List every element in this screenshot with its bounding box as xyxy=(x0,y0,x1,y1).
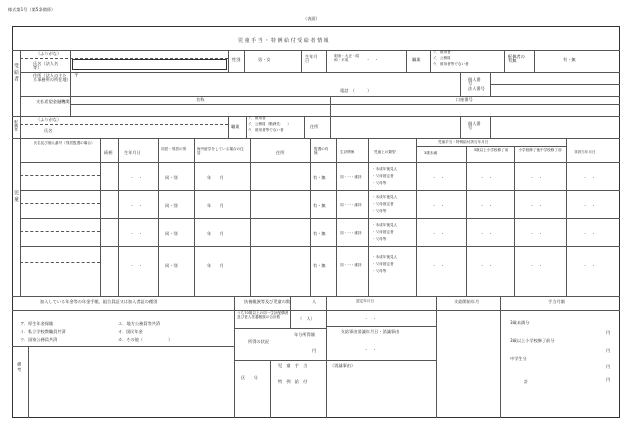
col-livelihood: 生計関係 xyxy=(340,150,355,154)
col-ineligible: 非該当年月日 xyxy=(574,150,596,154)
child-cohab[interactable]: 同・別 xyxy=(165,231,178,236)
child-type-3[interactable]: ・父母等 xyxy=(372,209,387,213)
pension-option-b[interactable]: イ．私立学校教職員共済 xyxy=(20,329,66,334)
child-date-end[interactable]: ・ ・ xyxy=(583,203,596,208)
recipient-section-label: 受 給 者 xyxy=(13,63,19,82)
pension-option-c[interactable]: ウ．国家公務員共済 xyxy=(20,337,58,342)
child-livelihood[interactable]: 同・一・維持 xyxy=(340,203,362,207)
spouse-name-label: 氏名 xyxy=(44,128,53,133)
amount-elementary-unit[interactable]: 円 xyxy=(606,348,611,353)
child-date-end[interactable]: ・ ・ xyxy=(583,231,596,236)
pension-option-e[interactable]: オ．国民年金 xyxy=(118,329,143,334)
job-option-1[interactable]: ア．被用者 xyxy=(433,50,451,54)
bank-label: 支払希望金融機関 xyxy=(36,99,70,104)
spouse-personal-no-label: 個人番号 xyxy=(468,121,481,131)
child-abroad-date[interactable]: 年 月 xyxy=(207,203,224,208)
child-birth[interactable]: ・ ・ xyxy=(130,263,143,268)
child-livelihood[interactable]: 同・一・維持 xyxy=(340,175,362,179)
corp-no-label: 法人番号 xyxy=(468,86,485,91)
remarks-field[interactable] xyxy=(30,348,232,416)
personal-no-label: 個人番号 xyxy=(468,77,481,87)
subcol-3-elementary: 3歳以上小学校修了前 xyxy=(473,148,509,152)
approval-label: 認定年月日 xyxy=(356,299,374,303)
job-label: 職業 xyxy=(412,57,421,62)
birth-era[interactable]: 明治・大正・昭和・平成 xyxy=(334,54,360,62)
child-birth[interactable]: ・ ・ xyxy=(130,203,143,208)
approval-date[interactable]: ・ ・ xyxy=(364,316,377,321)
amount-label: 手当月額 xyxy=(548,299,565,304)
amount-junior-label: 中学生分 xyxy=(510,356,527,361)
cancel-reason-label: （消滅事由） xyxy=(330,363,356,368)
form-number: 様式第1号（第5条関係） xyxy=(8,7,56,12)
birth-label: 生年月日 xyxy=(305,54,318,64)
payment-end-label: 支給事由消滅年月日・消滅事由 xyxy=(340,329,400,334)
amount-under3-label: 3歳未満分 xyxy=(510,320,530,325)
job-option-2[interactable]: イ．公務員 xyxy=(433,56,451,60)
pension-title: 加入している年金等の年金手帳、組合員証又は加入者証の種別 xyxy=(40,299,158,304)
bank-name-label: 名称 xyxy=(196,97,205,102)
child-type-1[interactable]: ・未成年後見人 xyxy=(372,195,398,199)
col-relation: 続柄 xyxy=(104,150,113,155)
col-address: 住所 xyxy=(276,150,285,155)
child-custody[interactable]: 有・無 xyxy=(313,263,326,268)
child-date-under3[interactable]: ・ ・ xyxy=(432,175,445,180)
spouse-job-option-2[interactable]: イ．公務員（勤務先： ） xyxy=(248,122,291,126)
child-custody[interactable]: 有・無 xyxy=(313,175,326,180)
recipient-name-field[interactable] xyxy=(72,59,227,70)
child-type-2[interactable]: ・父母指定者 xyxy=(372,174,394,178)
child-date-junior[interactable]: ・ ・ xyxy=(530,175,543,180)
job-option-3[interactable]: ウ．被用者等でない者 xyxy=(433,62,469,66)
child-date-end[interactable]: ・ ・ xyxy=(583,175,596,180)
amount-elementary-label: 3歳以上小学校修了前分 xyxy=(510,338,555,343)
account-label: 口座番号 xyxy=(456,97,473,102)
amount-under3-unit[interactable]: 円 xyxy=(606,330,611,335)
child-date-elementary[interactable]: ・ ・ xyxy=(480,263,493,268)
child-custody[interactable]: 有・無 xyxy=(313,203,326,208)
child-cohab[interactable]: 同・別 xyxy=(165,203,178,208)
spouse-section-label: 配偶者 xyxy=(14,120,19,131)
child-type-2[interactable]: ・父母指定者 xyxy=(372,262,394,266)
child-cohab[interactable]: 同・別 xyxy=(165,175,178,180)
child-type-3[interactable]: ・父母等 xyxy=(372,181,387,185)
child-type-3[interactable]: ・父母等 xyxy=(372,269,387,273)
spouse-job-option-1[interactable]: ア．被用者 xyxy=(248,116,266,120)
ward-label: 区 分 xyxy=(241,375,258,380)
amount-total-unit[interactable]: 円 xyxy=(606,377,611,382)
form-title: 児 童 手 当 ・ 特 例 給 付 受 給 者 情 報 xyxy=(238,38,329,44)
start-label: 支給開始年月 xyxy=(454,299,480,304)
elderly-label: うち70歳以上の同一生計配偶者及び老人扶養親族の合計数 xyxy=(237,311,289,319)
spouse-job-label: 職業 xyxy=(231,124,240,129)
child-date-under3[interactable]: ・ ・ xyxy=(432,263,445,268)
spouse-flag-label: 配偶者の有無 xyxy=(508,54,525,64)
child-date-junior[interactable]: ・ ・ xyxy=(530,231,543,236)
pension-option-a[interactable]: ア．厚生年金保険 xyxy=(20,321,54,326)
child-cohab[interactable]: 同・別 xyxy=(165,263,178,268)
child-date-elementary[interactable]: ・ ・ xyxy=(480,231,493,236)
child-abroad-date[interactable]: 年 月 xyxy=(207,231,224,236)
dependents-label: 扶養親族等及び児童の数 xyxy=(244,299,291,304)
child-date-under3[interactable]: ・ ・ xyxy=(432,203,445,208)
address-label: 住所（法人の主たる事務所の所在地） xyxy=(33,73,71,83)
child-date-junior[interactable]: ・ ・ xyxy=(530,203,543,208)
col-eligible: 児童手当・特例給付該当年月日 xyxy=(438,140,489,144)
child-custody[interactable]: 有・無 xyxy=(313,231,326,236)
spouse-address-label: 住所 xyxy=(310,124,319,129)
child-type-2[interactable]: ・父母指定者 xyxy=(372,202,394,206)
birth-date[interactable]: ・ ・ xyxy=(366,57,379,62)
child-birth[interactable]: ・ ・ xyxy=(130,231,143,236)
payment-end-date[interactable]: ・ ・ xyxy=(364,347,377,352)
income-year: 年分所得額 xyxy=(294,332,315,337)
spouse-furigana-label: （ふりがな） xyxy=(36,117,62,122)
sex-label: 性別 xyxy=(232,57,241,62)
sex-value[interactable]: 男・女 xyxy=(258,57,271,62)
phone-label[interactable]: 電話 （ ） xyxy=(340,88,372,93)
col-cohab: 同居・別居の別 xyxy=(161,147,187,151)
child-date-under3[interactable]: ・ ・ xyxy=(432,231,445,236)
col-name: 氏名及び個人番号（別居監護の場合） xyxy=(33,141,95,145)
amount-junior-unit[interactable]: 円 xyxy=(606,364,611,369)
spouse-job-option-3[interactable]: ウ．被用者等でない者 xyxy=(248,128,284,132)
child-type-1[interactable]: ・未成年後見人 xyxy=(372,223,398,227)
child-abroad-date[interactable]: 年 月 xyxy=(207,175,224,180)
child-abroad-date[interactable]: 年 月 xyxy=(207,263,224,268)
pension-option-f[interactable]: カ．その他（ ） xyxy=(118,337,173,342)
child-type-3[interactable]: ・父母等 xyxy=(372,237,387,241)
child-livelihood[interactable]: 同・一・維持 xyxy=(340,263,362,267)
dependents-unit[interactable]: 人 xyxy=(312,299,317,304)
child-birth[interactable]: ・ ・ xyxy=(130,175,143,180)
col-abroad: 海外留学をしている場合の住居 xyxy=(197,147,244,155)
spouse-flag-value[interactable]: 有・無 xyxy=(563,57,576,62)
income-unit[interactable]: 円 xyxy=(312,348,317,353)
child-date-elementary[interactable]: ・ ・ xyxy=(480,203,493,208)
col-type: 児童上の類型 xyxy=(374,150,396,154)
ward-option-2[interactable]: 特 例 給 付 xyxy=(278,379,308,384)
amount-total-label: 計 xyxy=(524,379,529,384)
pension-option-d[interactable]: エ．地方公務員等共済 xyxy=(118,321,161,326)
child-type-1[interactable]: ・未成年後見人 xyxy=(372,255,398,259)
col-custody: 監護の有無 xyxy=(314,147,329,155)
subcol-junior-high: 小学校修了後中学校修了前 xyxy=(518,148,562,152)
child-livelihood[interactable]: 同・一・維持 xyxy=(340,231,362,235)
child-date-end[interactable]: ・ ・ xyxy=(583,263,596,268)
child-date-elementary[interactable]: ・ ・ xyxy=(480,175,493,180)
recipient-name-label: 氏名（法人名等） xyxy=(33,61,59,71)
children-section-label: 児 童 xyxy=(13,190,19,202)
side-label: （表面） xyxy=(303,16,320,21)
ward-option-1[interactable]: 児 童 手 当 xyxy=(278,363,308,368)
subcol-under3: 3歳未満 xyxy=(424,151,438,155)
child-date-junior[interactable]: ・ ・ xyxy=(530,263,543,268)
elderly-unit[interactable]: （ 人） xyxy=(298,316,315,321)
remarks-label: 備 考 xyxy=(17,362,23,372)
child-type-1[interactable]: ・未成年後見人 xyxy=(372,167,398,171)
recipient-furigana-label: （ふりがな） xyxy=(36,51,62,56)
income-label: 所得の状況 xyxy=(248,339,269,344)
col-birth: 生年月日 xyxy=(124,150,141,155)
postal-mark: 〒 xyxy=(74,73,80,79)
child-type-2[interactable]: ・父母指定者 xyxy=(372,230,394,234)
